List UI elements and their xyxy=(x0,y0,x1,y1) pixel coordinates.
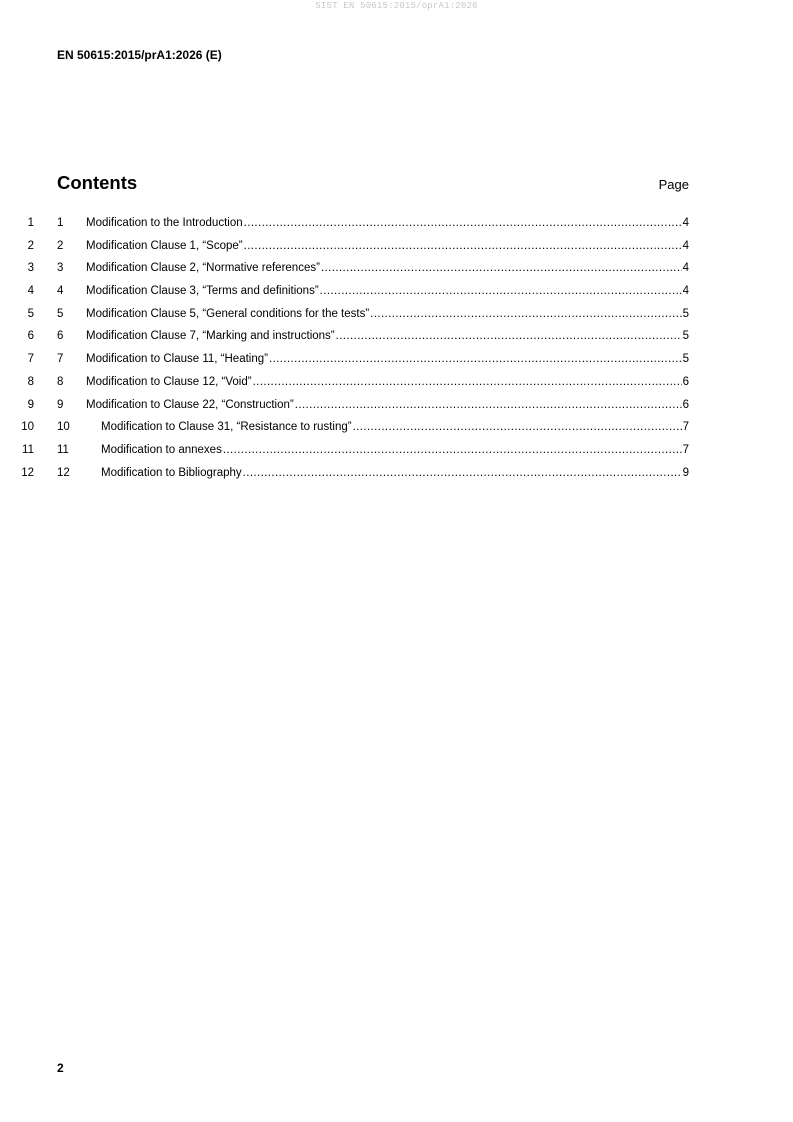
dot-leader xyxy=(295,397,682,414)
dot-leader xyxy=(336,328,682,345)
dot-leader xyxy=(321,260,682,277)
table-of-contents xyxy=(0,215,793,487)
toc-row[interactable] xyxy=(0,260,793,283)
toc-entry-title[interactable]: Modification to the Introduction xyxy=(86,217,243,229)
clause-number: 10 xyxy=(57,421,70,434)
dot-leader xyxy=(320,283,682,300)
toc-entry-title[interactable]: Modification Clause 7, “Marking and instructions” xyxy=(86,330,335,343)
toc-entry[interactable] xyxy=(86,351,689,368)
line-number: 8 xyxy=(27,375,34,388)
toc-entry-page[interactable]: 5 xyxy=(682,307,689,320)
toc-entry-title[interactable]: Modification Clause 2, “Normative references” xyxy=(86,262,320,275)
toc-row[interactable] xyxy=(0,442,793,465)
line-number: 2 xyxy=(27,239,34,252)
toc-entry-page[interactable]: 7 xyxy=(682,421,689,434)
toc-entry-page[interactable]: 6 xyxy=(682,398,689,411)
line-number: 10 xyxy=(21,421,34,434)
toc-entry-title[interactable]: Modification to Clause 11, “Heating” xyxy=(86,353,268,366)
toc-entry-title[interactable]: Modification to Clause 31, “Resistance to rusting” xyxy=(101,421,352,434)
clause-number: 2 xyxy=(57,239,64,252)
dot-leader xyxy=(353,419,682,436)
toc-row[interactable] xyxy=(0,215,793,238)
watermark: SIST EN 50615:2015/oprA1:2026 xyxy=(315,1,478,11)
clause-number: 4 xyxy=(57,285,64,298)
dot-leader xyxy=(243,465,682,482)
toc-entry-page[interactable]: 4 xyxy=(682,285,689,298)
page-number: 2 xyxy=(57,1061,64,1075)
toc-entry[interactable] xyxy=(101,419,689,436)
document-id-header: EN 50615:2015/prA1:2026 (E) xyxy=(57,48,222,62)
page-column-label: Page xyxy=(658,177,689,192)
toc-entry[interactable] xyxy=(101,442,689,459)
toc-row[interactable] xyxy=(0,283,793,306)
toc-entry[interactable] xyxy=(86,328,689,345)
clause-number: 3 xyxy=(57,262,64,275)
clause-number: 7 xyxy=(57,353,64,366)
line-number: 12 xyxy=(21,466,34,479)
toc-entry[interactable] xyxy=(86,283,689,300)
clause-number: 9 xyxy=(57,398,64,411)
line-number: 3 xyxy=(27,262,34,275)
dot-leader xyxy=(253,374,682,391)
line-number: 7 xyxy=(27,353,34,366)
toc-entry[interactable] xyxy=(101,465,689,482)
toc-entry-page[interactable]: 6 xyxy=(682,375,689,388)
toc-entry[interactable] xyxy=(86,215,689,232)
toc-entry-title[interactable]: Modification Clause 5, “General conditions for the tests” xyxy=(86,307,370,320)
toc-entry-title[interactable]: Modification to annexes xyxy=(101,443,222,456)
dot-leader xyxy=(269,351,682,368)
toc-entry-page[interactable]: 7 xyxy=(682,443,689,456)
toc-row[interactable] xyxy=(0,238,793,261)
toc-entry[interactable] xyxy=(86,238,689,255)
toc-entry-title[interactable]: Modification to Bibliography xyxy=(101,466,242,479)
clause-number: 6 xyxy=(57,330,64,343)
clause-number: 8 xyxy=(57,375,64,388)
toc-entry-page[interactable]: 5 xyxy=(682,330,689,343)
line-number: 9 xyxy=(27,398,34,411)
dot-leader xyxy=(244,238,682,255)
toc-entry[interactable] xyxy=(86,306,689,323)
line-number: 6 xyxy=(27,330,34,343)
toc-row[interactable] xyxy=(0,306,793,329)
dot-leader xyxy=(370,306,681,323)
toc-row[interactable] xyxy=(0,465,793,488)
line-number: 5 xyxy=(27,307,34,320)
line-number: 1 xyxy=(27,217,34,229)
toc-entry[interactable] xyxy=(86,397,689,414)
dot-leader xyxy=(244,215,682,232)
toc-row[interactable] xyxy=(0,351,793,374)
clause-number: 5 xyxy=(57,307,64,320)
toc-entry[interactable] xyxy=(86,260,689,277)
toc-entry-page[interactable]: 4 xyxy=(682,239,689,252)
toc-entry-title[interactable]: Modification Clause 3, “Terms and definitions” xyxy=(86,285,319,298)
toc-entry-title[interactable]: Modification to Clause 12, “Void” xyxy=(86,375,252,388)
toc-row[interactable] xyxy=(0,397,793,420)
toc-entry-title[interactable]: Modification Clause 1, “Scope” xyxy=(86,239,243,252)
toc-entry-page[interactable]: 9 xyxy=(682,466,689,479)
toc-entry-page[interactable]: 4 xyxy=(682,262,689,275)
contents-heading: Contents xyxy=(57,172,138,193)
toc-entry[interactable] xyxy=(86,374,689,391)
dot-leader xyxy=(223,442,682,459)
toc-entry-page[interactable]: 5 xyxy=(682,353,689,366)
toc-entry-page[interactable]: 4 xyxy=(682,217,689,229)
toc-row[interactable] xyxy=(0,328,793,351)
line-number: 4 xyxy=(27,285,34,298)
line-number: 11 xyxy=(22,443,34,456)
toc-row[interactable] xyxy=(0,374,793,397)
toc-row[interactable] xyxy=(0,419,793,442)
clause-number: 1 xyxy=(57,217,64,229)
clause-number: 12 xyxy=(57,466,70,479)
toc-entry-title[interactable]: Modification to Clause 22, “Construction” xyxy=(86,398,294,411)
clause-number: 11 xyxy=(57,443,69,456)
